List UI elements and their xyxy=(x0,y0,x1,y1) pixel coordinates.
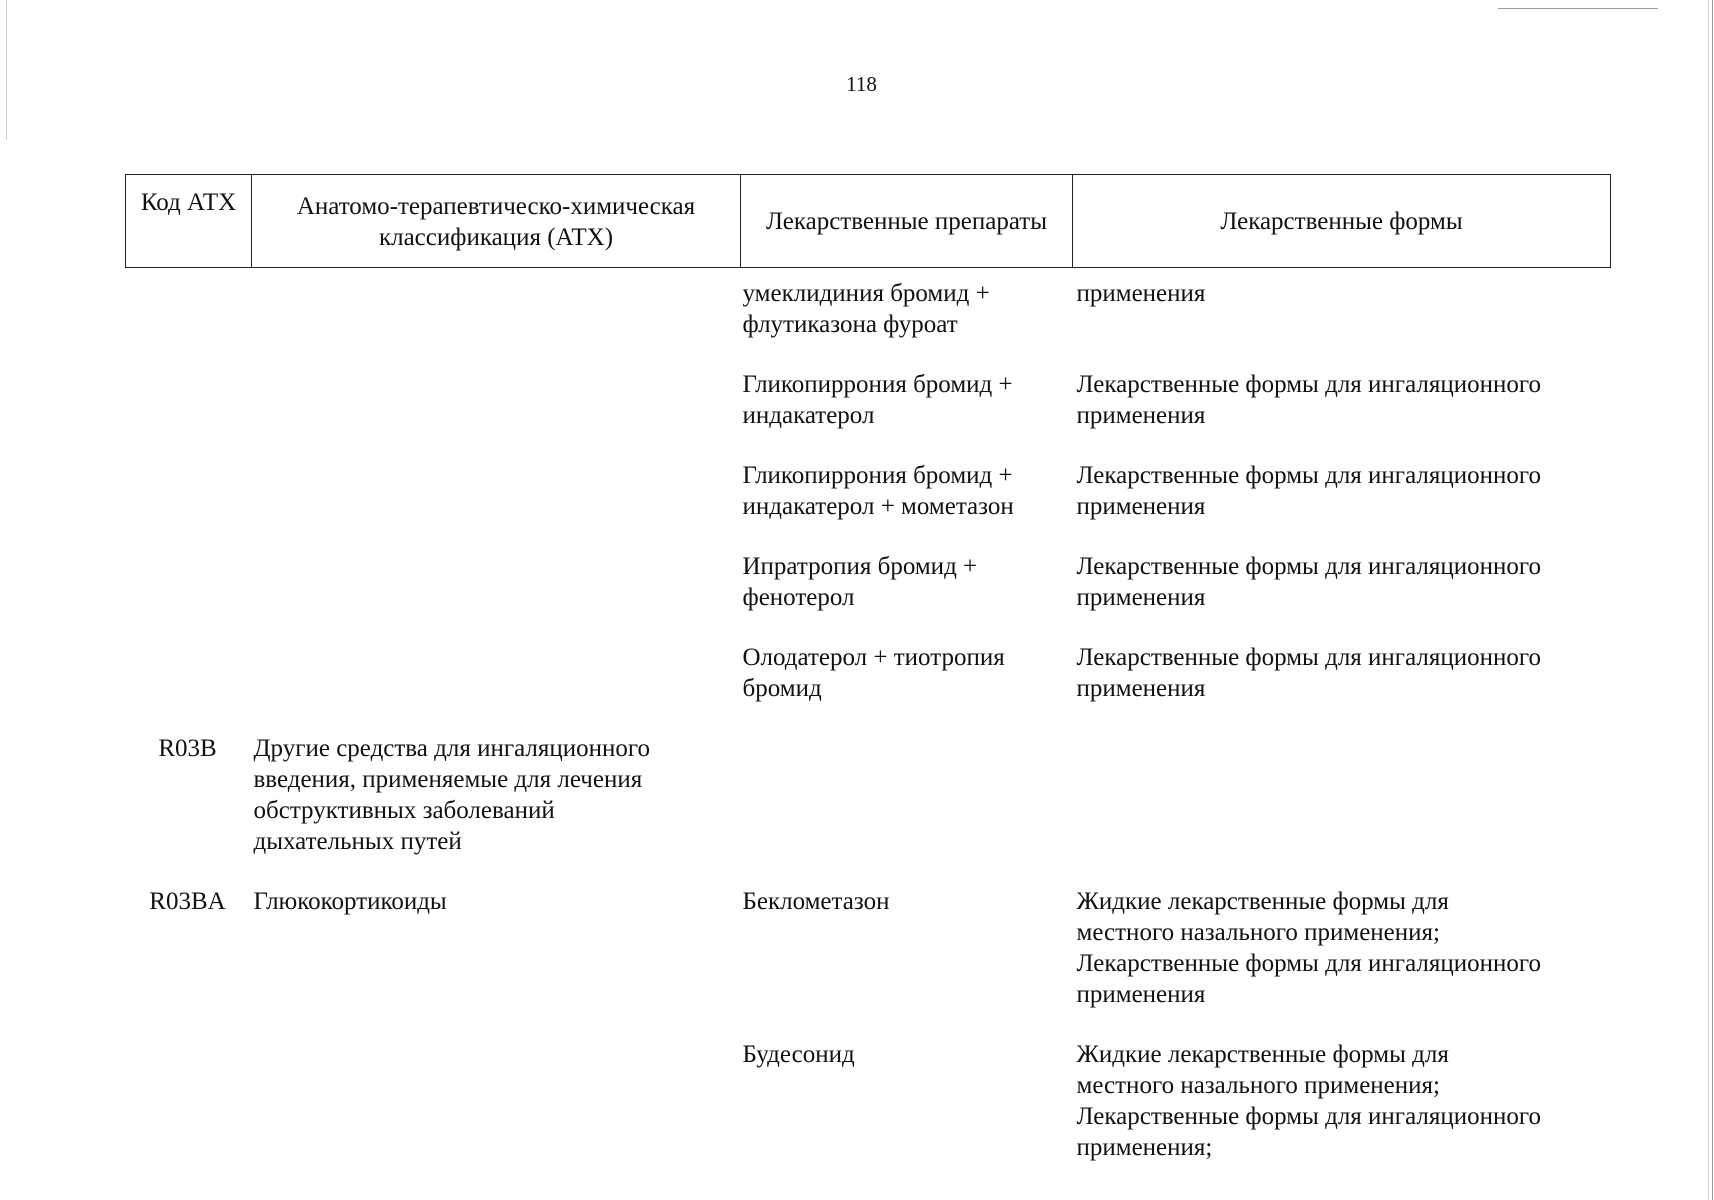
form-line: Лекарственные формы для ингаляционного xyxy=(1076,644,1542,671)
cell-drug xyxy=(741,268,1073,362)
drug-line: Олодатерол + тиотропия xyxy=(742,644,1005,671)
atc-line: Другие средства для ингаляционного xyxy=(253,735,651,762)
cell-form xyxy=(1073,634,1611,725)
cell-form xyxy=(1073,878,1611,1031)
scan-top-line xyxy=(1498,8,1658,9)
cell-code xyxy=(126,361,252,452)
cell-form xyxy=(1073,1031,1611,1184)
cell-form xyxy=(1073,361,1611,452)
form-line: применения xyxy=(1076,280,1206,307)
cell-atc xyxy=(252,361,741,452)
form-line: применения xyxy=(1076,675,1206,702)
table-row xyxy=(126,543,1611,634)
drug-line: бромид xyxy=(742,675,822,702)
drug-line: Будесонид xyxy=(742,1041,855,1068)
cell-code xyxy=(126,634,252,725)
cell-code xyxy=(126,1031,252,1184)
page-number: 118 xyxy=(846,72,877,96)
cell-drug xyxy=(741,361,1073,452)
drug-line: флутиказона фуроат xyxy=(742,311,958,338)
form-line: применения xyxy=(1076,402,1206,429)
form-line: Лекарственные формы для ингаляционного xyxy=(1076,371,1542,398)
cell-drug xyxy=(741,634,1073,725)
cell-code xyxy=(126,452,252,543)
scan-left-line xyxy=(6,0,7,140)
form-line: Лекарственные формы для ингаляционного xyxy=(1076,950,1542,977)
drug-line: индакатерол + мометазон xyxy=(742,493,1014,520)
table-row xyxy=(126,361,1611,452)
table-row xyxy=(126,1031,1611,1184)
drug-line: индакатерол xyxy=(742,402,875,429)
cell-atc xyxy=(252,543,741,634)
cell-atc xyxy=(252,268,741,362)
cell-atc xyxy=(252,634,741,725)
form-line: местного назального применения; xyxy=(1076,919,1440,946)
form-line: Жидкие лекарственные формы для xyxy=(1076,888,1449,915)
cell-drug xyxy=(741,543,1073,634)
cell-form xyxy=(1073,268,1611,362)
header-atc-line: Анатомо-терапевтическо-химическая xyxy=(296,193,696,220)
cell-atc xyxy=(252,1031,741,1184)
form-line: Лекарственные формы для ингаляционного xyxy=(1076,462,1542,489)
table-row xyxy=(126,268,1611,362)
drug-line: Гликопиррония бромид + xyxy=(742,462,1013,489)
atc-line: обструктивных заболеваний xyxy=(253,797,555,824)
table-row xyxy=(126,452,1611,543)
table-row xyxy=(126,634,1611,725)
header-atc-line: классификация (АТХ) xyxy=(378,224,614,251)
scan-edge-line-inner xyxy=(1708,0,1709,1200)
atc-drug-table xyxy=(125,174,1611,1184)
table-header xyxy=(126,175,1611,268)
form-line: применения xyxy=(1076,493,1206,520)
cell-code xyxy=(126,543,252,634)
form-line: применения xyxy=(1076,584,1206,611)
cell-code xyxy=(126,268,252,362)
header-code-label: Код АТХ xyxy=(140,189,237,216)
table-row xyxy=(126,878,1611,1031)
cell-atc xyxy=(252,725,741,878)
cell-code: R03BA xyxy=(149,888,226,915)
cell-drug xyxy=(741,725,1073,878)
cell-drug xyxy=(741,1031,1073,1184)
drug-line: Гликопиррония бромид + xyxy=(742,371,1013,398)
form-line: применения; xyxy=(1076,1134,1213,1161)
header-drugs xyxy=(741,175,1073,268)
header-code xyxy=(126,175,252,268)
cell-form xyxy=(1073,725,1611,878)
cell-atc xyxy=(252,452,741,543)
cell-form xyxy=(1073,543,1611,634)
cell-drug xyxy=(741,452,1073,543)
form-line: Лекарственные формы для ингаляционного xyxy=(1076,1103,1542,1130)
table-row xyxy=(126,725,1611,878)
header-atc xyxy=(252,175,741,268)
table-body xyxy=(126,268,1611,1185)
atc-line: введения, применяемые для лечения xyxy=(253,766,643,793)
form-line: Жидкие лекарственные формы для xyxy=(1076,1041,1449,1068)
drug-line: фенотерол xyxy=(742,584,855,611)
header-forms-label: Лекарственные формы xyxy=(1220,207,1463,235)
form-line: Лекарственные формы для ингаляционного xyxy=(1076,553,1542,580)
drug-line: умеклидиния бромид + xyxy=(742,280,990,307)
atc-line: дыхательных путей xyxy=(253,828,462,855)
cell-code: R03B xyxy=(158,735,217,762)
header-forms xyxy=(1073,175,1611,268)
form-line: применения xyxy=(1076,981,1206,1008)
scan-edge-line xyxy=(1712,0,1713,1200)
atc-line: Глюкокортикоиды xyxy=(253,888,447,915)
cell-form xyxy=(1073,452,1611,543)
drug-line: Ипратропия бромид + xyxy=(742,553,978,580)
cell-drug xyxy=(741,878,1073,1031)
cell-atc xyxy=(252,878,741,1031)
header-drugs-label: Лекарственные препараты xyxy=(765,207,1048,235)
form-line: местного назального применения; xyxy=(1076,1072,1440,1099)
drug-line: Беклометазон xyxy=(742,888,890,915)
